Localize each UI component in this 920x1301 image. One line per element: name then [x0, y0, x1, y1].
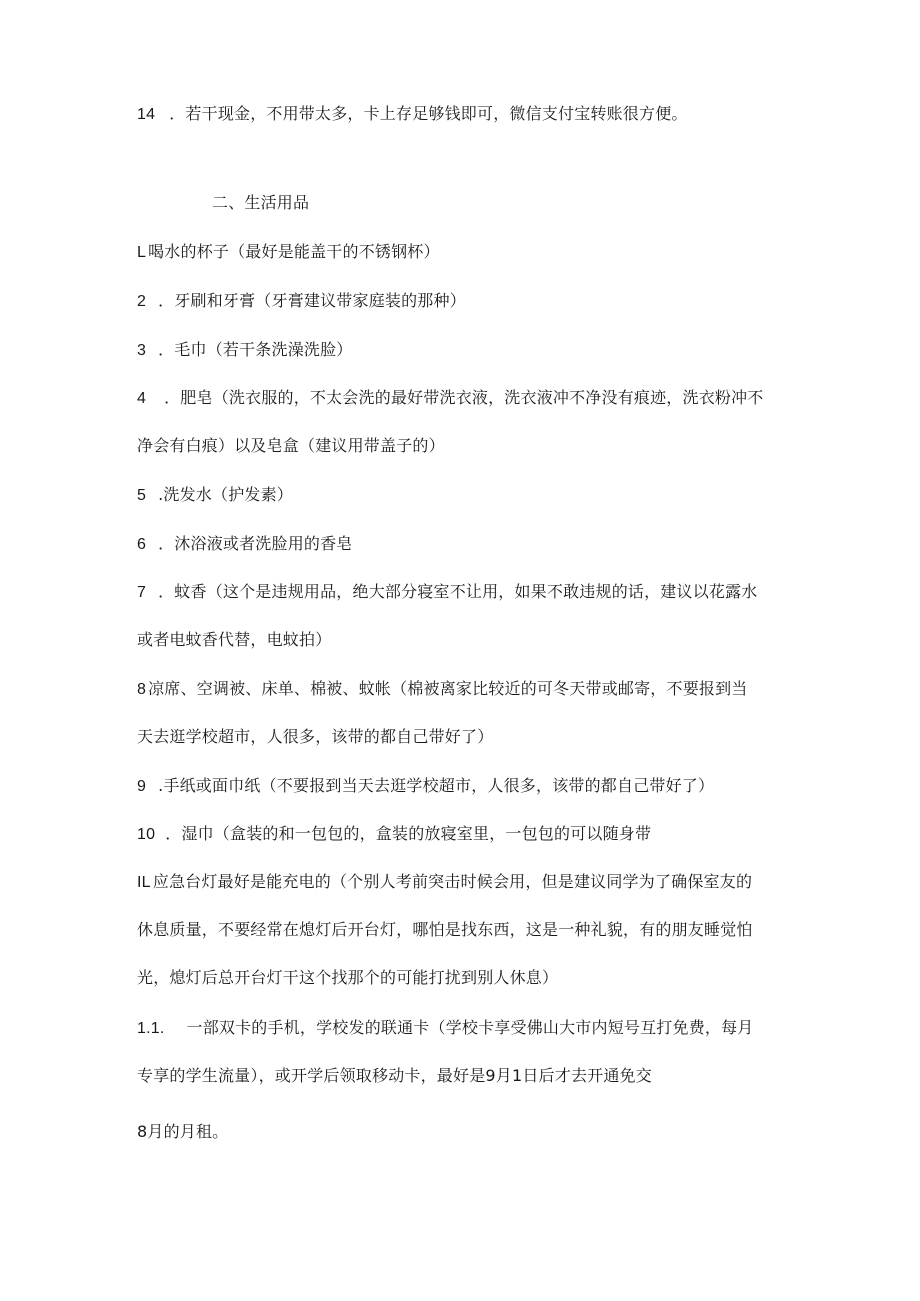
list-item-3: [137, 338, 797, 363]
item-text: 喝水的杯子（最好是能盖干的不锈钢杯）: [148, 242, 440, 261]
item-text: ．若干现金，不用带太多，卡上存足够钱即可，微信支付宝转账很方便。: [169, 104, 688, 123]
list-item-4-continuation: 净会有白痕）以及皂盒（建议用带盖子的）: [137, 436, 445, 455]
list-item-12-tail: 8月的月租。: [137, 1122, 229, 1141]
item-text: 一部双卡的手机，学校发的联通卡（学校卡享受佛山大市内短号互打免费，每月: [186, 1018, 754, 1037]
section-heading: 二、生活用品: [212, 193, 310, 212]
item-number: L: [137, 244, 147, 261]
item-text: .手纸或面巾纸（不要报到当天去逛学校超市，人很多，该带的都自己带好了）: [158, 776, 715, 795]
item-text: ．蚊香（这个是违规用品，绝大部分寝室不让用，如果不敢违规的话，建议以花露水: [158, 582, 758, 601]
list-item-12: [137, 1016, 797, 1041]
item-number: 4: [137, 390, 147, 407]
list-item-5: [137, 483, 797, 508]
list-item-11-continuation-2: 光，熄灯后总开台灯干这个找那个的可能打扰到别人休息）: [137, 968, 559, 987]
item-number: 1.1.: [137, 1020, 165, 1037]
item-text: .洗发水（护发素）: [158, 485, 293, 504]
item-number: 5: [137, 487, 147, 504]
item-text: ．毛巾（若干条洗澡洗脸）: [158, 340, 353, 359]
list-item-6: [137, 532, 797, 557]
item-text: 应急台灯最好是能充电的（个别人考前突击时候会用，但是建议同学为了确保室友的: [152, 872, 753, 891]
item-number: 3: [137, 342, 147, 359]
list-item-7: [137, 580, 797, 605]
list-item-10: [137, 822, 797, 847]
item-number: IL: [137, 874, 151, 891]
item-number: 7: [137, 584, 147, 601]
list-item-14: [137, 102, 797, 127]
item-number: 6: [137, 536, 147, 553]
list-item-11: [137, 870, 797, 895]
list-item-9: [137, 774, 797, 799]
item-text: ．肥皂（洗衣服的，不太会洗的最好带洗衣液，洗衣液冲不净没有痕迹，洗衣粉冲不: [164, 388, 764, 407]
item-text: ．沐浴液或者洗脸用的香皂: [158, 534, 353, 553]
item-text: 凉席、空调被、床单、棉被、蚊帐（棉被离家比较近的可冬天带或邮寄，不要报到当: [148, 679, 748, 698]
item-number: 10: [137, 826, 156, 843]
item-number: 2: [137, 293, 147, 310]
list-item-7-continuation: 或者电蚊香代替，电蚊拍）: [137, 630, 332, 649]
item-text: ．牙刷和牙膏（牙膏建议带家庭装的那种）: [158, 291, 466, 310]
list-item-8-continuation: 天去逛学校超市，人很多，该带的都自己带好了）: [137, 727, 494, 746]
item-number: 9: [137, 778, 147, 795]
list-item-2: [137, 289, 797, 314]
item-number: 14: [137, 106, 156, 123]
list-item-4: [137, 386, 797, 411]
item-text: ．湿巾（盒装的和一包包的，盒装的放寝室里，一包包的可以随身带: [165, 824, 652, 843]
item-number: 8: [137, 681, 147, 698]
list-item-11-continuation-1: 休息质量，不要经常在熄灯后开台灯，哪怕是找东西，这是一种礼貌，有的朋友睡觉怕: [137, 920, 753, 939]
list-item-12-continuation: 专享的学生流量），或开学后领取移动卡，最好是9月1日后才去开通免交: [137, 1066, 652, 1085]
list-item-8: [137, 677, 797, 702]
list-item-1: [137, 240, 797, 265]
